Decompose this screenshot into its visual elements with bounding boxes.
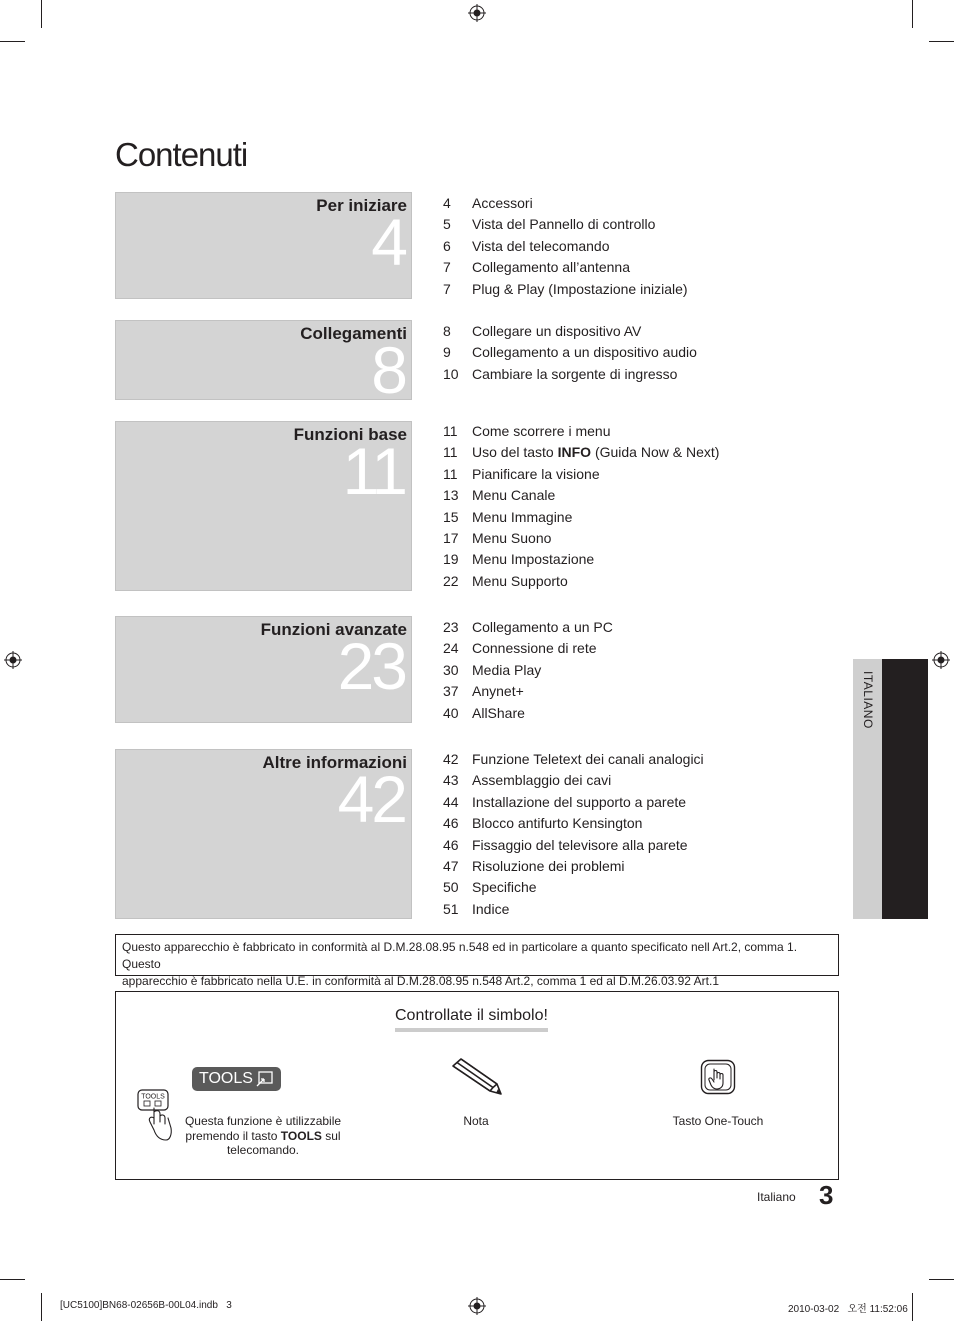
toc-page-number: 19 bbox=[443, 551, 459, 568]
conformity-notice bbox=[115, 934, 839, 988]
tools-caption-key: TOOLS bbox=[280, 1128, 322, 1143]
toc-item-label-part: Uso del tasto bbox=[472, 444, 558, 461]
toc-page-number: 17 bbox=[443, 529, 459, 546]
toc-item-label bbox=[472, 443, 719, 461]
toc-item-label-key: INFO bbox=[557, 444, 592, 461]
toc-item-label-part: (Guida Now & Next) bbox=[591, 444, 720, 461]
tools-caption-line: Questa funzione è utilizzabile bbox=[184, 1114, 342, 1128]
toc-page-number: 42 bbox=[443, 751, 459, 767]
crop-mark bbox=[912, 0, 913, 28]
toc-page-number: 46 bbox=[443, 836, 459, 853]
section-number: 23 bbox=[337, 629, 405, 703]
toc-page-number: 11 bbox=[443, 444, 458, 461]
toc-item-label: Vista del Pannello di controllo bbox=[472, 216, 656, 233]
registration-mark-icon bbox=[932, 651, 950, 669]
toc-item-label: Installazione del supporto a parete bbox=[472, 793, 687, 810]
toc-page-number: 46 bbox=[443, 815, 459, 832]
print-slug-file: [UC5100]BN68-02656B-00L04.indb 3 bbox=[60, 1300, 232, 1311]
language-tab bbox=[853, 659, 882, 919]
section-number: 4 bbox=[371, 205, 405, 279]
toc-page-number: 50 bbox=[443, 879, 459, 896]
section-box-per-iniziare bbox=[115, 192, 412, 299]
tools-caption-part: premendo il tasto bbox=[185, 1128, 281, 1143]
tools-caption-part: sul bbox=[321, 1128, 341, 1143]
toc-item-label: Menu Impostazione bbox=[472, 551, 595, 568]
registration-mark-icon bbox=[4, 651, 22, 669]
toc-page-number: 5 bbox=[443, 216, 451, 233]
toc-page-number: 4 bbox=[443, 195, 451, 211]
toc-item-label: AllShare bbox=[472, 704, 525, 721]
crop-mark bbox=[929, 41, 954, 42]
section-box-funzioni-avanzate bbox=[115, 616, 412, 723]
print-slug-date: 2010-03-02 오전 11:52:06 bbox=[788, 1304, 908, 1315]
toc-item-label: Risoluzione dei problemi bbox=[472, 857, 625, 874]
toc-item-label: Indice bbox=[472, 900, 510, 917]
section-title: Per iniziare bbox=[316, 196, 407, 215]
toc-item-label: Come scorrere i menu bbox=[472, 423, 611, 439]
section-title: Funzioni base bbox=[293, 425, 407, 444]
notice-line: Questo apparecchio è fabbricato in conformità al D.M.28.08.95 n.548 ed in particolare a quanto specificato nell Art.2, comma 1. Questo bbox=[122, 940, 798, 971]
crop-mark bbox=[41, 1293, 42, 1321]
toc-page-number: 11 bbox=[443, 423, 458, 439]
toc-item-label: Collegamento a un PC bbox=[472, 619, 613, 635]
section-number: 8 bbox=[371, 333, 405, 407]
toc-page-number: 22 bbox=[443, 572, 459, 589]
toc-page-number: 37 bbox=[443, 683, 459, 700]
toc-page-number: 40 bbox=[443, 704, 459, 721]
section-box-funzioni-base bbox=[115, 421, 412, 591]
remote-tools-hand-icon bbox=[136, 1088, 174, 1144]
one-touch-caption: Tasto One-Touch bbox=[672, 1114, 764, 1128]
crop-mark bbox=[41, 0, 42, 28]
toc-page-number: 7 bbox=[443, 259, 451, 276]
toc-item-label: Blocco antifurto Kensington bbox=[472, 815, 643, 832]
crop-mark bbox=[929, 1279, 954, 1280]
toc-item-label: Assemblaggio dei cavi bbox=[472, 772, 612, 789]
section-box-collegamenti bbox=[115, 320, 412, 407]
toc-page-number: 44 bbox=[443, 793, 459, 810]
toc-item-label: Menu Canale bbox=[472, 487, 556, 504]
toc-page-number: 7 bbox=[443, 280, 451, 297]
toc-item-label: Plug & Play (Impostazione iniziale) bbox=[472, 280, 688, 297]
notice-line: apparecchio è fabbricato nella U.E. in conformità al D.M.28.08.95 n.548 Art.2, comma 1 ed al D.M.26.03.92 Art.1 bbox=[122, 974, 719, 988]
registration-mark-icon bbox=[468, 4, 486, 22]
toc-item-label: Anynet+ bbox=[472, 683, 524, 700]
tools-caption-line: telecomando. bbox=[226, 1143, 300, 1157]
toc-page-number: 10 bbox=[443, 365, 459, 382]
toc-page-number: 30 bbox=[443, 661, 459, 678]
crop-mark bbox=[0, 1279, 25, 1280]
language-tab-marker bbox=[882, 659, 928, 919]
tools-badge-label: TOOLS bbox=[199, 1070, 253, 1087]
section-title: Altre informazioni bbox=[262, 753, 407, 772]
toc-page-number: 47 bbox=[443, 857, 459, 874]
section-title: Collegamenti bbox=[300, 324, 407, 343]
toc-item-label: Media Play bbox=[472, 661, 542, 678]
toc-item-label: Fissaggio del televisore alla parete bbox=[472, 836, 688, 853]
toc-item-label: Pianificare la visione bbox=[472, 465, 600, 482]
one-touch-button-icon bbox=[700, 1059, 736, 1095]
toc-page-number: 43 bbox=[443, 772, 459, 789]
section-title: Funzioni avanzate bbox=[260, 620, 407, 639]
remote-tools-label: TOOLS bbox=[141, 1093, 165, 1101]
page-number: 3 bbox=[819, 1180, 834, 1210]
toc-item-label: Funzione Teletext dei canali analogici bbox=[472, 751, 704, 767]
toc-item-label: Accessori bbox=[472, 195, 533, 211]
toc-item-label: Cambiare la sorgente di ingresso bbox=[472, 365, 678, 382]
toc-item-label: Vista del telecomando bbox=[472, 237, 610, 254]
tools-badge bbox=[192, 1067, 281, 1091]
toc-page-number: 15 bbox=[443, 508, 459, 525]
language-tab-label: ITALIANO bbox=[861, 671, 875, 729]
crop-mark bbox=[0, 41, 25, 42]
toc-page-number: 23 bbox=[443, 619, 459, 635]
tools-caption bbox=[183, 1114, 343, 1158]
symbol-legend-title: Controllate il simbolo! bbox=[395, 1007, 548, 1032]
toc-page-number: 11 bbox=[443, 465, 458, 482]
tools-caption-line bbox=[183, 1129, 343, 1144]
toc-page-number: 8 bbox=[443, 323, 451, 339]
toc-item-label: Collegare un dispositivo AV bbox=[472, 323, 642, 339]
toc-page-number: 24 bbox=[443, 640, 459, 657]
toc-page-number: 6 bbox=[443, 237, 451, 254]
toc-item-label: Specifiche bbox=[472, 879, 537, 896]
note-caption: Nota bbox=[463, 1114, 489, 1128]
section-box-altre-informazioni bbox=[115, 749, 412, 919]
toc-page-number: 9 bbox=[443, 344, 451, 361]
page-title: Contenuti bbox=[115, 136, 248, 173]
toc-page-number: 13 bbox=[443, 487, 459, 504]
note-pencil-icon bbox=[449, 1056, 505, 1098]
registration-mark-icon bbox=[468, 1297, 486, 1315]
toc-item-label: Connessione di rete bbox=[472, 640, 597, 657]
section-number: 42 bbox=[337, 762, 405, 836]
toc-item-label: Collegamento a un dispositivo audio bbox=[472, 344, 697, 361]
footer-language: Italiano bbox=[757, 1190, 796, 1204]
toc-page-number: 51 bbox=[443, 900, 459, 917]
section-number: 11 bbox=[342, 434, 405, 508]
crop-mark bbox=[912, 1293, 913, 1321]
toc-item-label: Menu Supporto bbox=[472, 572, 568, 589]
toc-item-label: Menu Immagine bbox=[472, 508, 573, 525]
toc-item-label: Collegamento all’antenna bbox=[472, 259, 630, 276]
toc-item-label: Menu Suono bbox=[472, 529, 552, 546]
tools-icon bbox=[256, 1071, 274, 1087]
